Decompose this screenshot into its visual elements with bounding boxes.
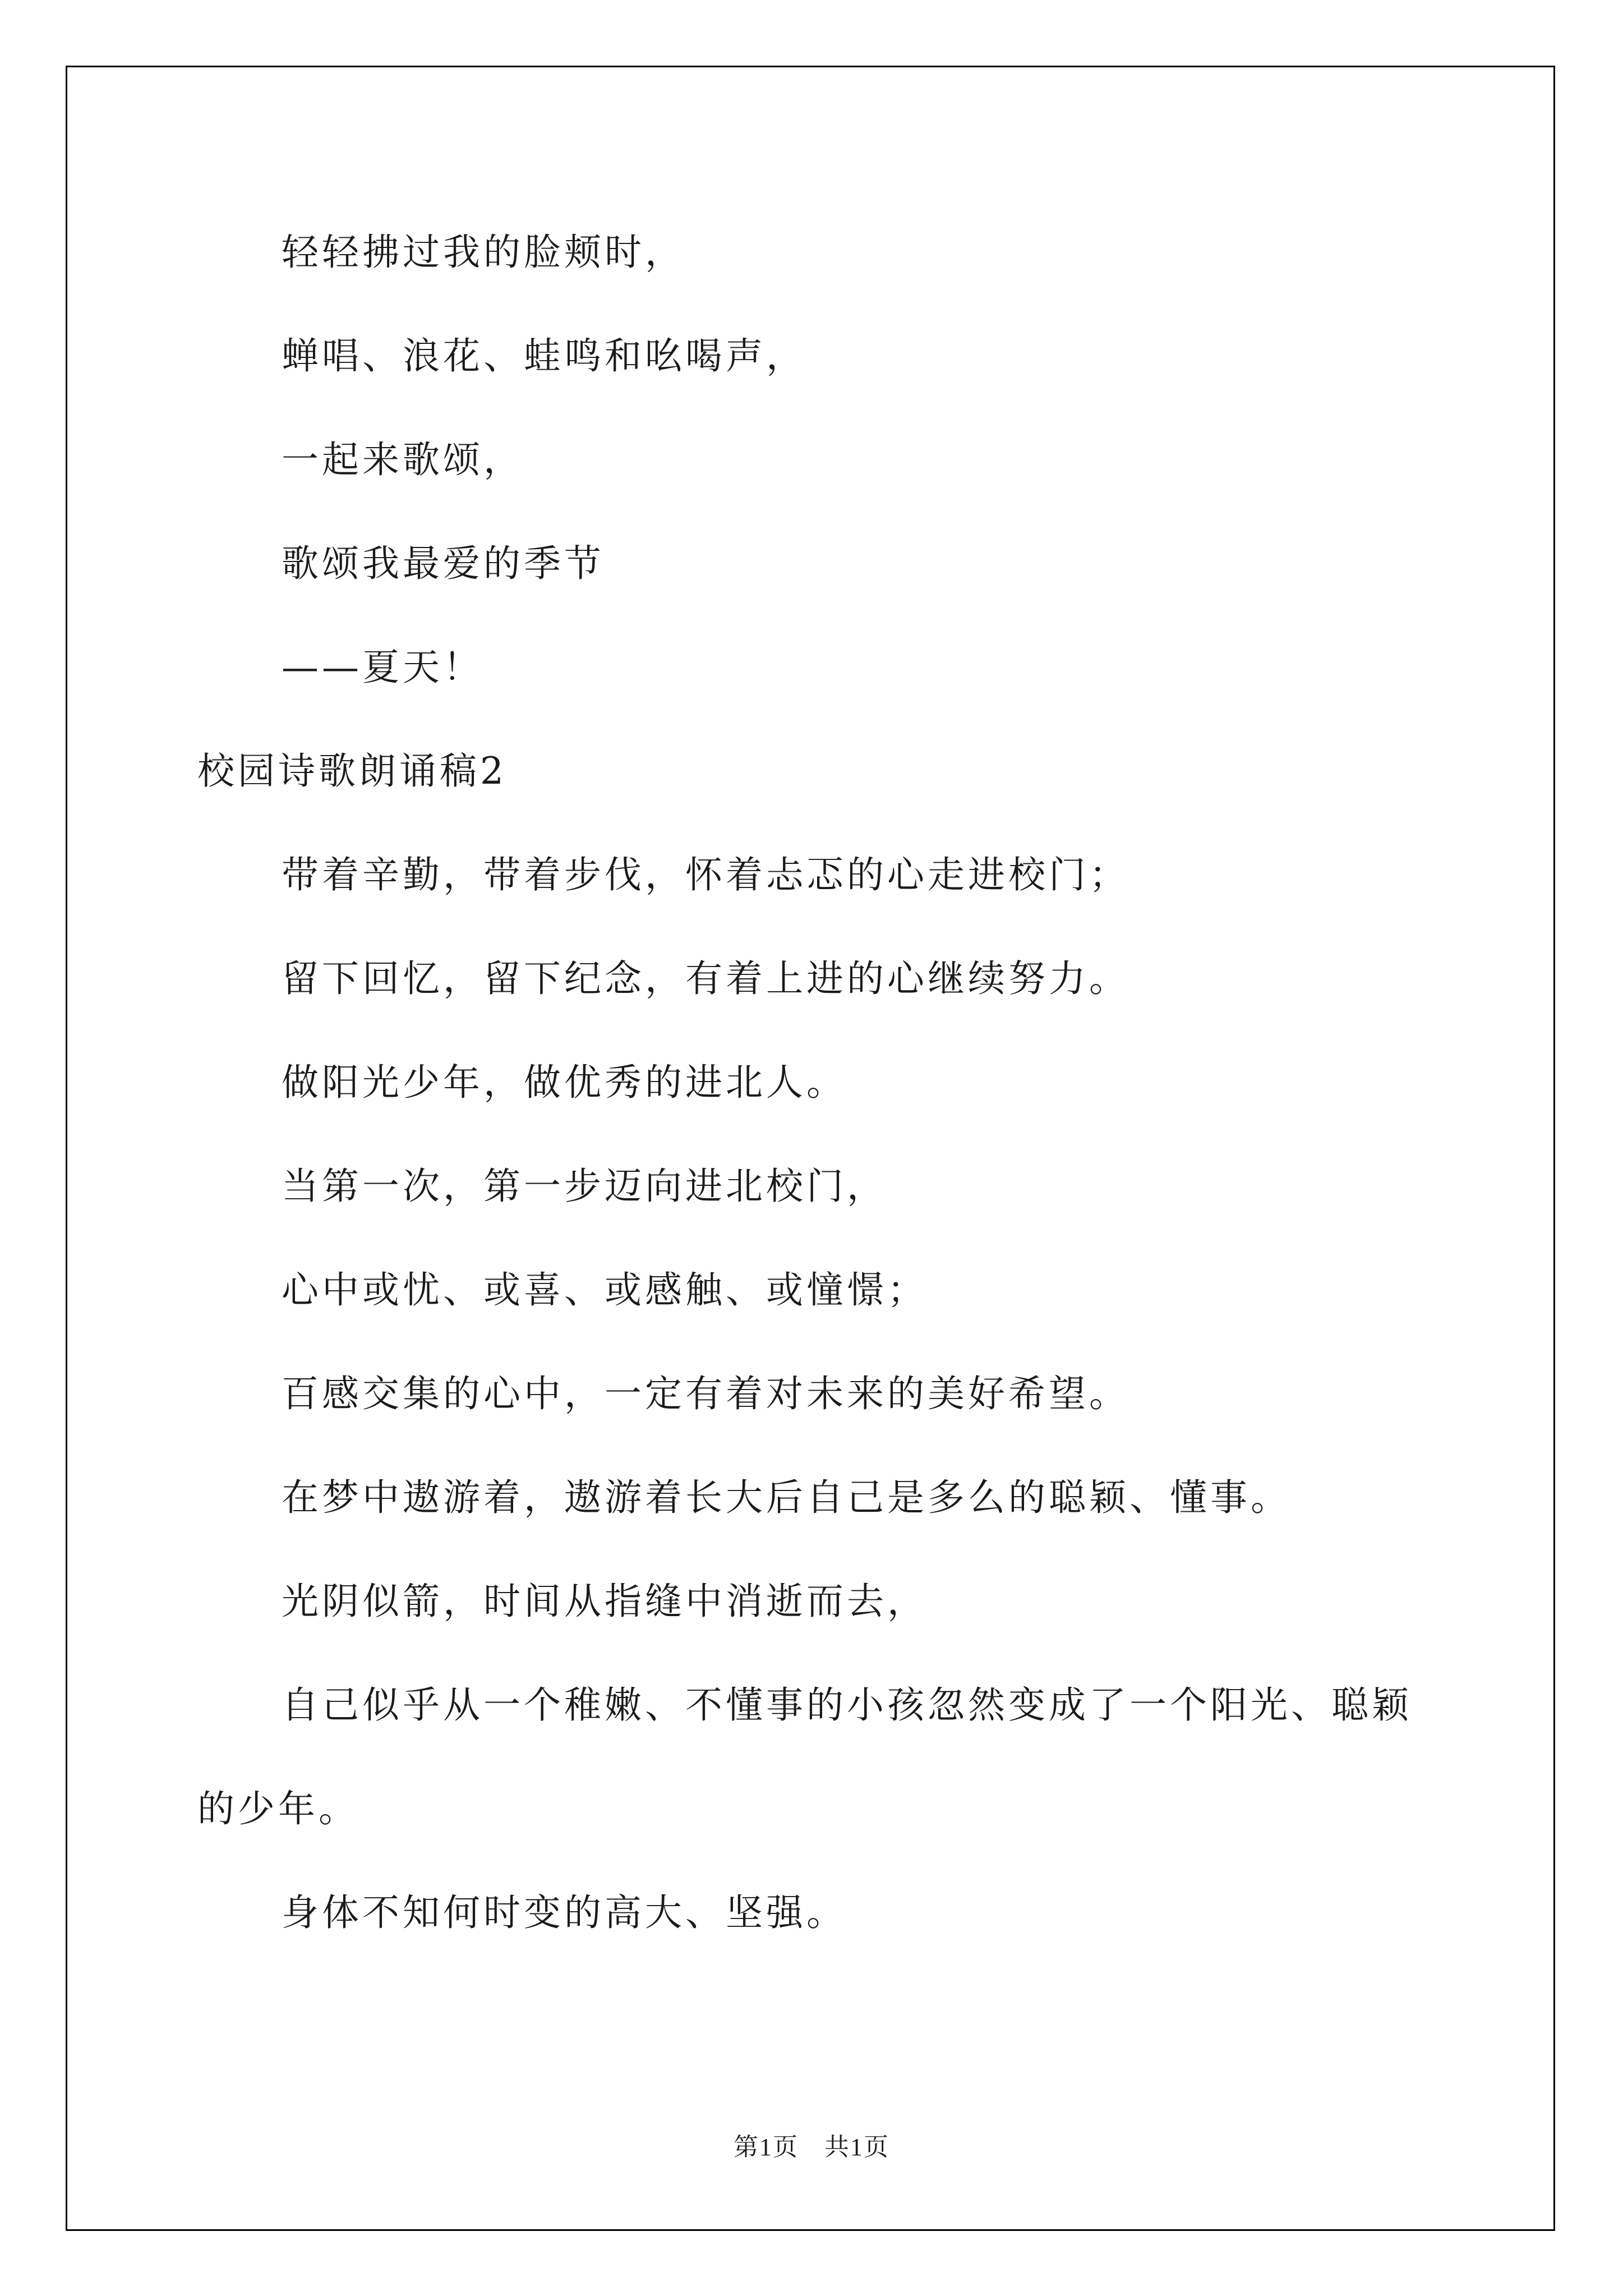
poem-line: ——夏天！ [282,646,483,689]
poem-line: 心中或忧、或喜、或感触、或憧憬； [282,1268,928,1312]
poem-line: 带着辛勤，带着步伐，怀着忐忑的心走进校门； [282,853,1129,896]
poem-line: 自己似乎从一个稚嫩、不懂事的小孩忽然变成了一个阳光、聪颖 [282,1683,1412,1727]
poem-line: 在梦中遨游着，遨游着长大后自己是多么的聪颖、懂事。 [282,1476,1291,1519]
poem-line: 当第一次，第一步迈向进北校门， [282,1165,887,1208]
poem-line: 轻轻拂过我的脸颊时， [282,231,685,274]
poem-line: 蝉唱、浪花、蛙鸣和吆喝声， [282,334,806,378]
poem-line: 留下回忆，留下纪念，有着上进的心继续努力。 [282,957,1129,1000]
poem-line: 百感交集的心中，一定有着对未来的美好希望。 [282,1372,1129,1415]
section-heading: 校园诗歌朗诵稿2 [197,749,507,793]
poem-line: 歌颂我最爱的季节 [282,542,605,585]
poem-line-continuation: 的少年。 [197,1787,359,1830]
poem-line: 身体不知何时变的高大、坚强。 [282,1891,847,1934]
poem-line: 做阳光少年，做优秀的进北人。 [282,1061,847,1104]
page-footer: 第1页 共1页 [734,2133,889,2161]
poem-line: 光阴似箭，时间从指缝中消逝而去， [282,1580,928,1623]
poem-line: 一起来歌颂， [282,438,524,481]
